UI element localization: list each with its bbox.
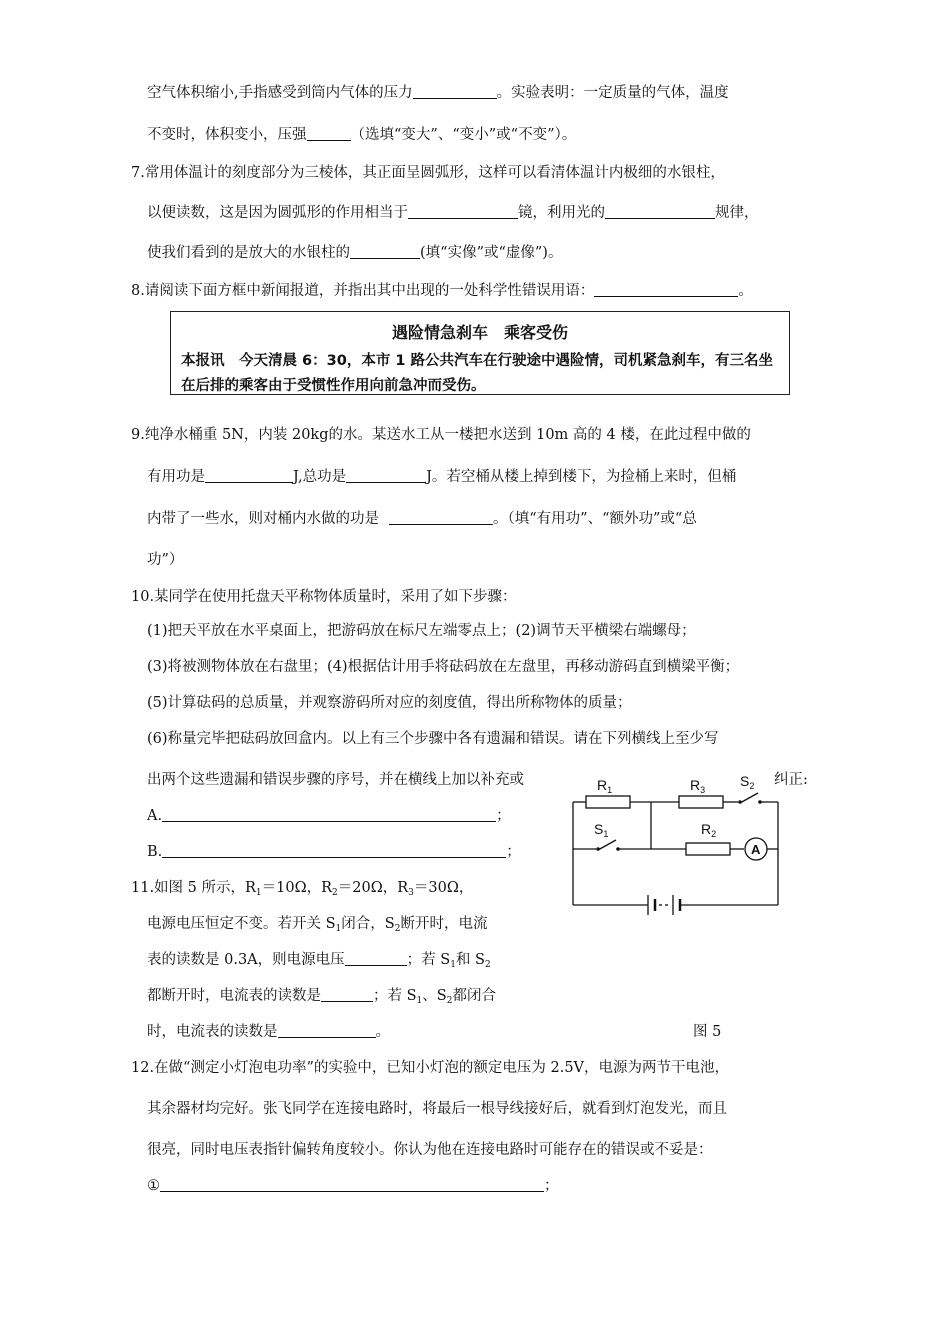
q10-step6: (6)称量完毕把砝码放回盒内。以上有三个步骤中各有遗漏和错误。请在下列横线上至少写 (147, 731, 719, 747)
news-title: 遇险情急刹车 乘客受伤 (391, 323, 568, 342)
q10-step1-2: (1)把天平放在水平桌面上，把游码放在标尺左端零点上；(2)调节天平横梁右端螺母； (147, 623, 696, 639)
q11-line4: 都断开时，电流表的读数是 ；若 $S_1$、$S_2$都闭合 (147, 988, 496, 1006)
answer-blank[interactable] (594, 281, 738, 297)
q7-line3: 使我们看到的是放大的水银柱的 (填“实像”或“虚像”)。 (147, 245, 563, 261)
answer-line-a[interactable] (162, 806, 496, 822)
label-r3: $R_3$ (690, 777, 706, 795)
answer-line-b[interactable] (162, 842, 506, 858)
switch-s1-contact (596, 847, 600, 851)
news-box (170, 311, 790, 395)
q10-step3-4: (3)将被测物体放在右盘里；(4)根据估计用手将砝码放在左盘里，再移动游码直到横梁平衡； (147, 659, 740, 675)
answer-blank[interactable] (307, 125, 351, 141)
switch-s2[interactable] (740, 793, 758, 803)
q10-instruction: 出两个这些遗漏和错误步骤的序号，并在横线上加以补充或 (147, 772, 524, 788)
q10-instruction-end: 纠正: (774, 772, 808, 788)
q9-line1: 9.纯净水桶重 5N，内装 20kg的水。某送水工从一楼把水送到 10m 高的 4 楼，在此过程中做的 (131, 427, 751, 443)
q10-step5: (5)计算砝码的总质量，并观察游码所对应的刻度值，得出所称物体的质量； (147, 695, 632, 711)
switch-s2-contact (758, 800, 762, 804)
answer-blank[interactable] (350, 243, 420, 259)
q9-line4: 功”） (147, 552, 184, 568)
q12-line3: 很亮，同时电压表指针偏转角度较小。你认为他在连接电路时可能存在的错误或不妥是： (147, 1142, 713, 1158)
q12-line2: 其余器材均完好。张飞同学在连接电路时，将最后一根导线接好后，就看到灯泡发光，而且 (147, 1101, 727, 1117)
answer-line[interactable] (160, 1176, 544, 1192)
answer-blank[interactable] (346, 467, 426, 483)
q6-line1: 空气体积缩小,手指感受到筒内气体的压力 。实验表明：一定质量的气体，温度 (147, 85, 729, 101)
q7-line1: 7.常用体温计的刻度部分为三棱体，其正面呈圆弧形，这样可以看清体温计内极细的水银柱， (131, 165, 725, 181)
q6-line2: 不变时，体积变小，压强 （选填“变大”、“变小”或“不变”）。 (147, 127, 577, 143)
q10-answer-b: B. ； (147, 844, 521, 860)
answer-blank[interactable] (389, 509, 493, 525)
figure-caption: 图 5 (693, 1024, 722, 1040)
switch-s1-contact (616, 847, 620, 851)
answer-blank[interactable] (278, 1022, 376, 1038)
ammeter-label: A (751, 842, 761, 857)
label-s1: $S_1$ (594, 821, 609, 839)
news-body: 本报讯 今天清晨 6：30，本市 1 路公共汽车在行驶途中遇险情，司机紧急刹车，有三名坐在后排的乘客由于受惯性作用向前急冲而受伤。 (181, 353, 773, 394)
answer-blank[interactable] (205, 467, 293, 483)
q11-line1: 11.如图 5 所示，$R_1=10\Omega$，$R_2=20\Omega$，$R_3=30\Omega$， (131, 880, 474, 898)
q10-answer-a: A. ； (147, 808, 511, 824)
label-s2: $S_2$ (740, 773, 755, 791)
q11-line2: 电源电压恒定不变。若开关 $S_1$闭合，$S_2$断开时，电流 (147, 916, 488, 934)
resistor-r1 (586, 796, 630, 808)
resistor-r3 (679, 796, 723, 808)
switch-s2-contact (738, 800, 742, 804)
q12-line1: 12.在做“测定小灯泡电功率”的实验中，已知小灯泡的额定电压为 2.5V，电源为两节干电池， (131, 1060, 730, 1076)
q8-line: 8.请阅读下面方框中新闻报道，并指出其中出现的一处科学性错误用语： 。 (131, 283, 753, 299)
resistor-r2 (686, 843, 730, 855)
q12-line4: ① ； (147, 1178, 559, 1194)
circuit-diagram (560, 765, 790, 915)
switch-s1[interactable] (598, 840, 616, 850)
answer-blank[interactable] (413, 83, 497, 99)
answer-blank[interactable] (345, 950, 407, 966)
q9-line2: 有用功是 J,总功是 J。若空桶从楼上掉到楼下，为捡桶上来时，但桶 (147, 469, 737, 485)
answer-blank[interactable] (321, 986, 373, 1002)
label-r2: $R_2$ (701, 821, 717, 839)
q11-line5: 时，电流表的读数是 。 (147, 1024, 390, 1040)
answer-blank[interactable] (605, 203, 715, 219)
q10-line1: 10.某同学在使用托盘天平称物体质量时，采用了如下步骤： (131, 589, 517, 605)
q7-line2: 以便读数，这是因为圆弧形的作用相当于 镜，利用光的 规律， (147, 205, 759, 221)
label-r1: $R_1$ (597, 777, 613, 795)
answer-blank[interactable] (408, 203, 518, 219)
q11-line3: 表的读数是 0.3A，则电源电压 ；若 $S_1$和 $S_2$ (147, 952, 491, 970)
q9-line3: 内带了一些水，则对桶内水做的功是 。（填“有用功”、“额外功”或“总 (147, 511, 697, 527)
